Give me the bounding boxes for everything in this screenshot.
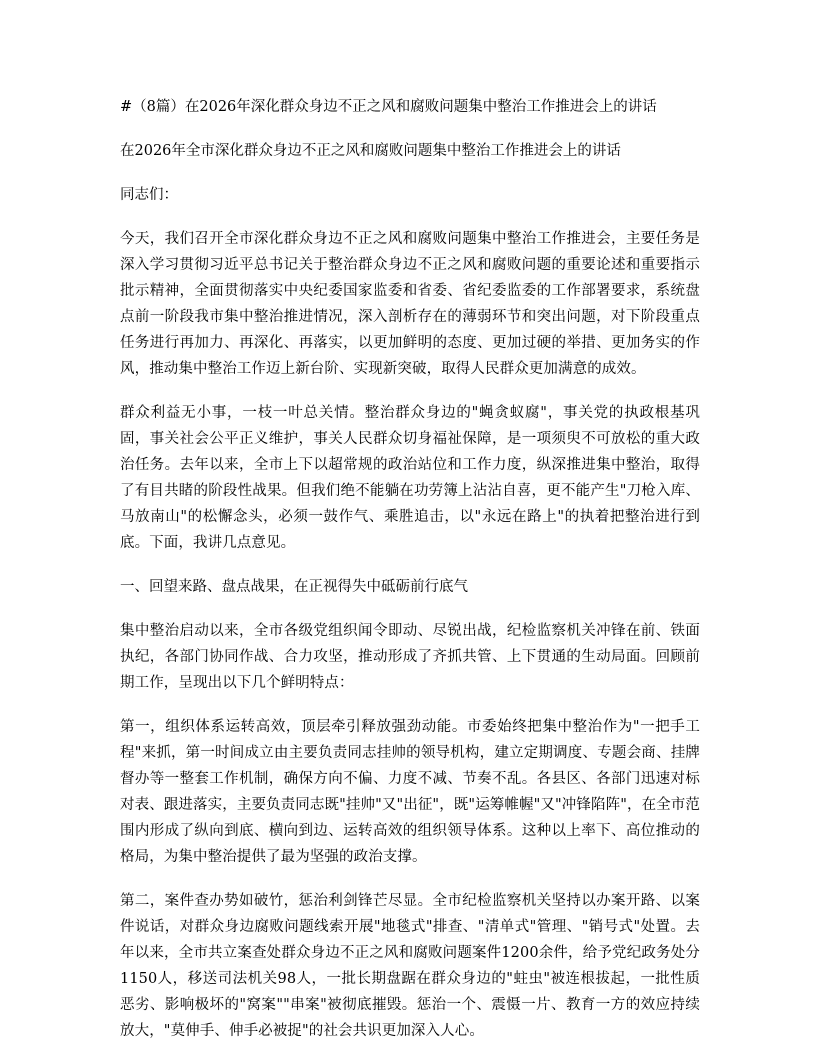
paragraph-context: 群众利益无小事，一枝一叶总关情。整治群众身边的"蝇贪蚁腐"，事关党的执政根基巩固，事关社会公平正义维护，事关人民群众切身福祉保障，是一项须臾不可放松的重大政治任务。去年以来，全市上下以超常规的政治站位和工作力度，纵深推进集中整治，取得了有目共睹的阶段性战果。但我们绝不能躺在功劳簿上沾沾自喜，更不能产生"刀枪入库、马放南山"的松懈念头，必须一鼓作气、乘胜追击，以"永远在路上"的执着把整治进行到底。下面，我讲几点意见。 xyxy=(120,405,700,551)
paragraph-point-2: 第二，案件查办势如破竹，惩治利剑锋芒尽显。全市纪检监察机关坚持以办案开路、以案件说话，对群众身边腐败问题线索开展"地毯式"排查、"清单式"管理、"销号式"处置。去年以来，全市共立案查处群众身边不正之风和腐败问题案件1200余件，给予党纪政务处分1150人，移送司法机关98人，一批长期盘踞在群众身边的"蛀虫"被连根拔起，一批性质恶劣、影响极坏的"窝案""串案"被彻底摧毁。惩治一个、震慑一片、教育一方的效应持续放大，"莫伸手、伸手必被捉"的社会共识更加深入人心。 xyxy=(120,893,700,1039)
section-heading-1: 一、回望来路、盘点战果，在正视得失中砥砺前行底气 xyxy=(120,579,468,595)
paragraph-review: 集中整治启动以来，全市各级党组织闻令即动、尽锐出战，纪检监察机关冲锋在前、铁面执纪，各部门协同作战、合力攻坚，推动形成了齐抓共管、上下贯通的生动局面。回顾前期工作，呈现出以下几个鲜明特点： xyxy=(120,623,700,691)
paragraph-intro: 今天，我们召开全市深化群众身边不正之风和腐败问题集中整治工作推进会，主要任务是深入学习贯彻习近平总书记关于整治群众身边不正之风和腐败问题的重要论述和重要指示批示精神，全面贯彻落实中央纪委国家监委和省委、省纪委监委的工作部署要求，系统盘点前一阶段我市集中整治推进情况，深入剖析存在的薄弱环节和突出问题，对下阶段重点任务进行再加力、再深化、再落实，以更加鲜明的态度、更加过硬的举措、更加务实的作风，推动集中整治工作迈上新台阶、实现新突破，取得人民群众更加满意的成效。 xyxy=(120,231,700,377)
document-title: #（8篇）在2026年深化群众身边不正之风和腐败问题集中整治工作推进会上的讲话 xyxy=(120,99,657,115)
paragraph-point-1: 第一，组织体系运转高效，顶层牵引释放强劲动能。市委始终把集中整治作为"一把手工程"来抓，第一时间成立由主要负责同志挂帅的领导机构，建立定期调度、专题会商、挂牌督办等一整套工作机制，确保方向不偏、力度不减、节奏不乱。各县区、各部门迅速对标对表、跟进落实，主要负责同志既"挂帅"又"出征"，既"运筹帷幄"又"冲锋陷阵"，在全市范围内形成了纵向到底、横向到边、运转高效的组织领导体系。这种以上率下、高位推动的格局，为集中整治提供了最为坚强的政治支撑。 xyxy=(120,719,700,865)
document-page xyxy=(120,94,700,1062)
speech-title: 在2026年全市深化群众身边不正之风和腐败问题集中整治工作推进会上的讲话 xyxy=(120,143,621,159)
greeting: 同志们： xyxy=(120,187,178,203)
